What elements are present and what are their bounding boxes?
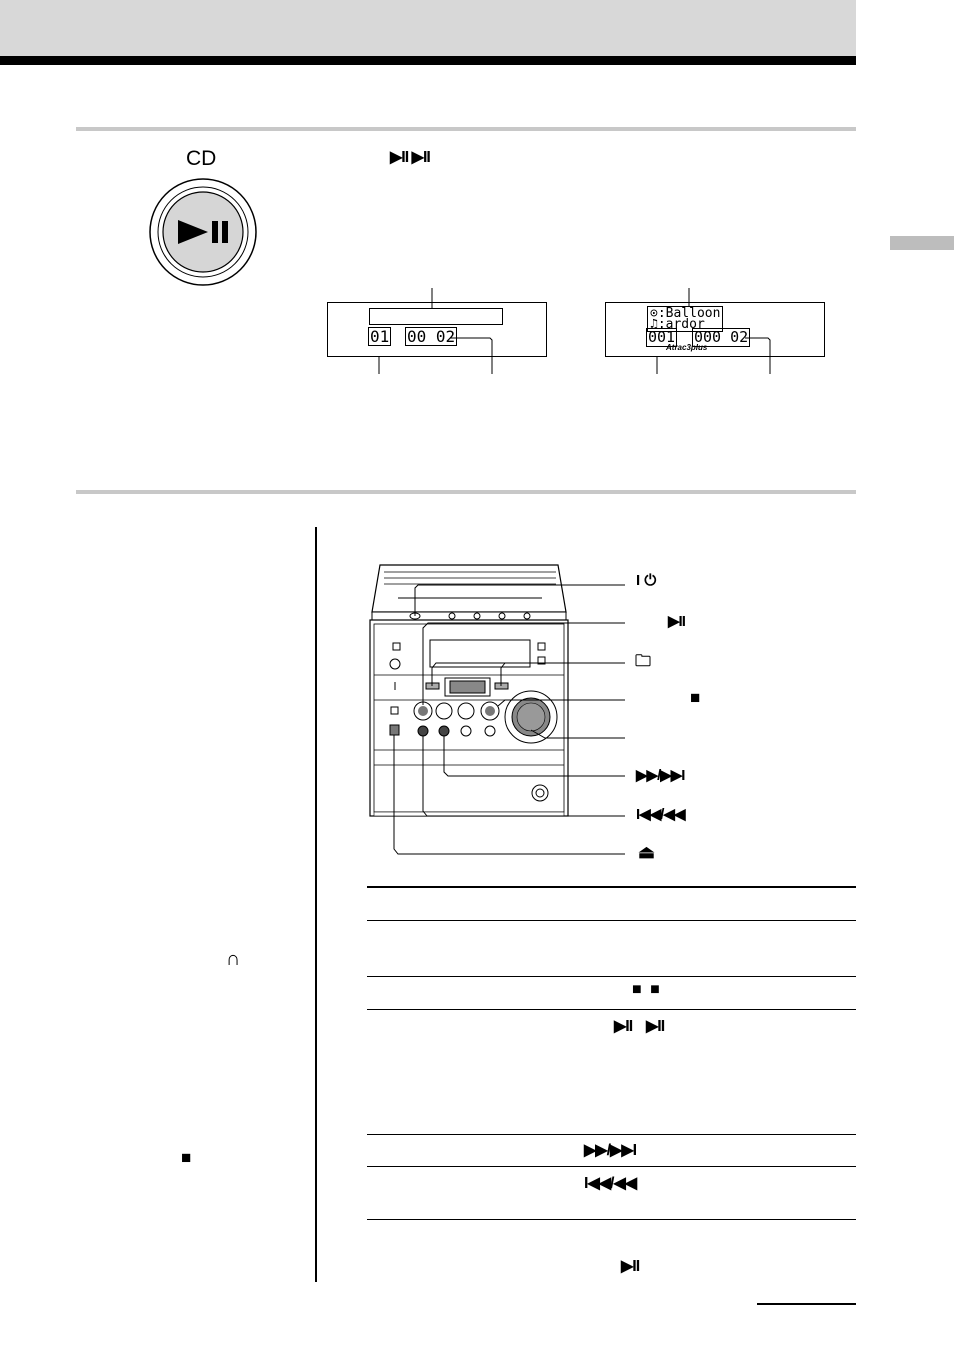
table-ff-symbols: ▶▶/▶▶I	[584, 1142, 637, 1159]
stereo-unit-illustration	[360, 560, 640, 860]
cd-track-number: 01	[370, 327, 390, 346]
stop-icon: ■	[181, 1148, 192, 1167]
power-button-label: I ⏻	[636, 572, 657, 589]
table-rule	[367, 1219, 856, 1220]
instruction-symbols: ▶II ▶II	[390, 149, 430, 166]
stop-button-label: ■	[690, 688, 701, 707]
play-pause-button-label: ▶II	[668, 613, 685, 630]
cd-play-pause-button-illustration	[148, 177, 258, 287]
column-divider	[315, 527, 317, 1282]
section-rule-bottom	[76, 490, 856, 494]
cd-elapsed-time: 00 02	[407, 327, 456, 346]
atrac-logo: Atrac3plus	[666, 343, 708, 352]
cd-button-label: CD	[186, 147, 217, 170]
atrac-display-callouts	[600, 280, 840, 380]
table-rew-symbols: I◀◀/◀◀	[584, 1175, 637, 1192]
header-band	[0, 0, 856, 56]
table-rule	[367, 1166, 856, 1167]
table-play-symbol: ▶II	[621, 1258, 640, 1275]
header-rule	[0, 56, 856, 65]
table-pause-symbols: ▶II ▶II	[614, 1018, 665, 1035]
table-rule	[367, 920, 856, 921]
ff-next-button-label: ▶▶/▶▶I	[636, 767, 685, 784]
folder-icon: 🗀	[635, 653, 652, 670]
atrac-track-number: 001	[648, 328, 676, 346]
thumb-index-tab	[890, 236, 954, 250]
table-top-rule	[367, 886, 856, 888]
prev-rew-button-label: I◀◀/◀◀	[636, 806, 685, 823]
atrac-track-line: ♫:ardor	[650, 317, 705, 332]
table-rule	[367, 1134, 856, 1135]
table-stop-symbols: ■ ■	[632, 981, 662, 998]
headphone-icon: ∩	[226, 948, 241, 970]
footer-rule	[757, 1303, 856, 1305]
section-rule-top	[76, 127, 856, 131]
table-rule	[367, 1009, 856, 1010]
cd-display-callouts	[320, 280, 560, 380]
eject-icon: ⏏	[638, 842, 656, 862]
atrac-elapsed-time: 000 02	[694, 328, 749, 346]
atrac-album-line: ⊙:Balloon	[650, 306, 721, 321]
table-rule	[367, 976, 856, 977]
